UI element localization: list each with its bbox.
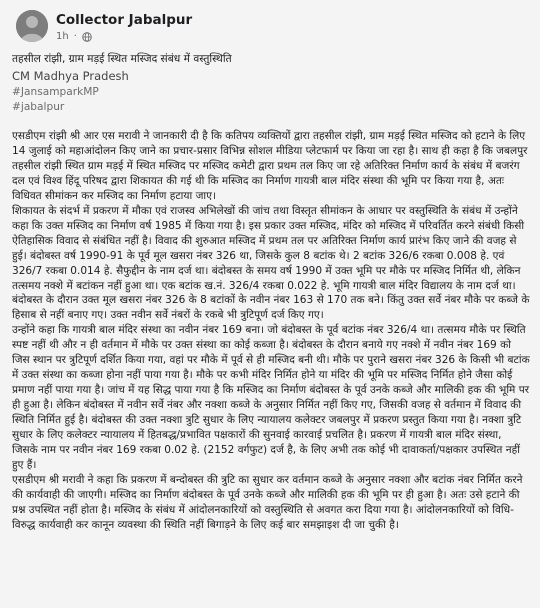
avatar[interactable] [16, 10, 48, 42]
post-title: तहसील रांझी, ग्राम मड़ई स्थित मस्जिद संबंध में वस्तुस्थिति [12, 53, 232, 65]
post-header [10, 0, 530, 50]
hashtag-jabalpur[interactable]: #jabalpur [12, 100, 65, 113]
post-meta [56, 31, 92, 42]
separator-dot: · [73, 31, 77, 42]
page-name[interactable]: Collector Jabalpur [56, 12, 193, 28]
post-body [12, 129, 530, 533]
paragraph-2: शिकायत के संदर्भ में प्रकरण में मौका एवं राजस्व अभिलेखों की जांच तथा विस्तृत सीमांकन के आधार पर वस्तुस्थिति के संबंध में उन्होंने कहा कि उक्त मस्जिद का निर्माण वर्ष 1985 में किया गया है। इस प्रकार उक्त मस्जिद, मंदिर को मस्जिद में परिवर्तित करने संबंधी किसी ऐतिहासिक विवाद से संबंधित नहीं है। विवाद की शुरुआत मस्जिद में प्रथम तल पर अतिरिक्त निर्माण कार्य प्रारंभ किए जाने की वजह से हुई। बंदोबस्त वर्ष 1990-91 के पूर्व मूल खसरा नंबर 326 था, जिसके कुल 8 बटांक थे। 2 बटांक 326/6 रकबा 0.008 हे. एवं 326/7 रकबा 0.014 हे. सैफुद्दीन के नाम दर्ज था। बंदोबस्त के समय वर्ष 1990 में उक्त भूमि पर मौके पर मस्जिद निर्मित थी, लेकिन तत्समय नक्शे में बटांकन नहीं हुआ था। एक बटांक ख.नं. 326/4 रकबा 0.022 हे. भूमि गायत्री बाल मंदिर विद्यालय के नाम दर्ज था। बंदोबस्त के दौरान उक्त मूल खसरा नंबर 326 के 8 बटांकों के नवीन नंबर 163 से 170 तक बने। किंतु उक्त सर्वे नंबर मौके पर कब्जे के हिसाब से नहीं बनाए गए। उक्त नवीन सर्वे नंबरों के रकबे भी त्रुटिपूर्ण दर्ज किए गए। [12, 204, 530, 322]
paragraph-3: उन्होंने कहा कि गायत्री बाल मंदिर संस्था का नवीन नंबर 169 बना। जो बंदोबस्त के पूर्व बटांक नंबर 326/4 था। तत्समय मौके पर स्थिति स्पष्ट नहीं थी और न ही वर्तमान में मौके पर उक्त संस्था का कोई कब्जा है। बंदोबस्त के दौरान बनाये गए नक्शे में नवीन नंबर 169 को जिस स्थान पर त्रुटिपूर्ण दर्शित किया गया, वहां पर मौके में पूर्व से ही मस्जिद बनी थी। मौके पर पुराने खसरा नंबर 326 के किसी भी बटांक में उक्त संस्था का कब्जा होना नहीं पाया गया है। मौके पर कभी मंदिर निर्मित होने या मंदिर की भूमि पर मस्जिद निर्मित होने जैसा कोई प्रमाण नहीं पाया गया है। जांच में यह सिद्ध पाया गया है कि मस्जिद का निर्माण बंदोबस्त के पूर्व उनके कब्जे और मालिकी हक की भूमि पर ही हुआ है। लेकिन बंदोबस्त में नवीन सर्वे नंबर और नक्शा कब्जे के अनुसार निर्मित नहीं किए गए, जिसकी वजह से वर्तमान में विवाद की स्थिति निर्मित हुई है। बंदोबस्त की उक्त नक्शा त्रुटि सुधार के लिए न्यायालय कलेक्टर जबलपुर में प्रकरण प्रस्तुत किया गया है। नक्शा त्रुटि सुधार के लिए कलेक्टर न्यायालय में हितबद्ध/प्रभावित पक्षकारों की सुनवाई कारवाई प्रचलित है। प्रकरण में गायत्री बाल मंदिर संस्था, जिसके नाम पर नवीन नंबर 169 रकबा 0.02 हे. (2152 वर्गफुट) दर्ज है, के लिए अभी तक कोई भी दावाकर्ता/पक्षकार उपस्थित नहीं हुए हैं। [12, 324, 530, 471]
paragraph-4: एसडीएम श्री मरावी ने कहा कि प्रकरण में बन्दोबस्त की त्रुटि का सुधार कर वर्तमान कब्जे के अनुसार नक्शा और बटांक नंबर निर्मित करने की कार्यवाही की जाएगी। मस्जिद का निर्माण बंदोबस्त के पूर्व उनके कब्जे और मालिकी हक की भूमि पर ही हुआ है। अतः उसे हटाने की प्रश्न उपस्थित नहीं होता है। मस्जिद के संबंध में आंदोलनकारियों को वस्तुस्थिति से अवगत करा दिया गया है। आंदोलनकारियों को विधि-विरुद्ध कार्यवाही कर कानून व्यवस्था की स्थिति नहीं बिगाड़ने के लिए कई बार समझाइश दी जा चुकी है। [12, 473, 523, 531]
avatar-image [16, 10, 48, 42]
org-line: CM Madhya Pradesh [12, 69, 129, 84]
post-time[interactable]: 1h [56, 31, 69, 42]
post-intro [12, 52, 528, 115]
hashtag-jansamparkmp[interactable]: #JansamparkMP [12, 85, 99, 98]
paragraph-1: एसडीएम रांझी श्री आर एस मरावी ने जानकारी दी है कि कतिपय व्यक्तियों द्वारा तहसील रांझी, ग्राम मड़ई स्थित मस्जिद को हटाने के लिए 14 जुलाई को महाआंदोलन किए जाने का प्रचार-प्रसार विभिन्न सोशल मीडिया प्लेटफार्म पर किया जा रहा है। साथ ही कहा है कि जबलपुर तहसील रांझी स्थित ग्राम मड़ई में स्थित मस्जिद पर मस्जिद कमेटी द्वारा प्रथम तल किए जा रहे अतिरिक्त निर्माण कार्य के संबंध में बजरंग दल एवं विश्व हिंदू परिषद द्वारा शिकायत की गई थी कि मस्जिद का निर्माण गायत्री बाल मंदिर संस्था की भूमि पर किया गया है, अतः विधिवत सीमांकन कर मस्जिद का निर्माण हटाया जाए। [12, 130, 528, 202]
globe-icon [82, 32, 92, 42]
